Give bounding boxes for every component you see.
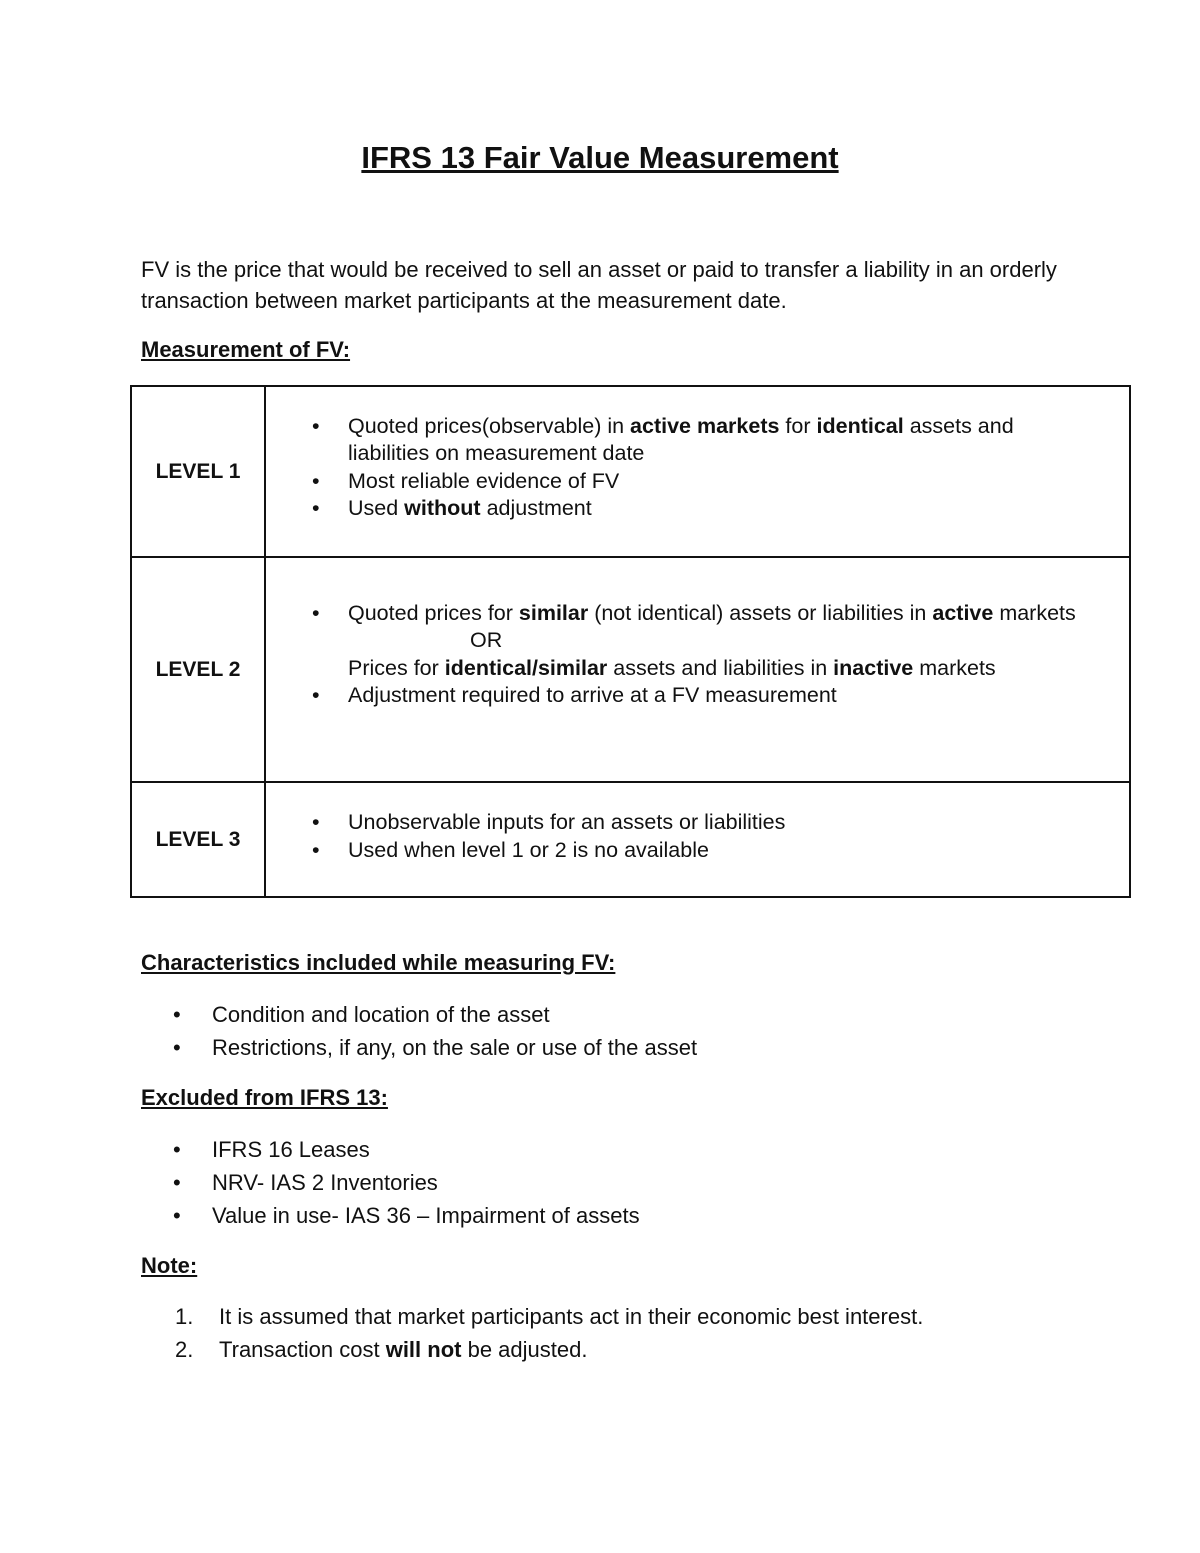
bullet-icon: • bbox=[312, 683, 320, 707]
level-1-bullet-1: • Quoted prices(observable) in active markets for identical assets and liabilities on measurement date bbox=[312, 413, 1014, 465]
level-3-label: LEVEL 3 bbox=[131, 782, 265, 897]
level-1-bullet-2: • Most reliable evidence of FV bbox=[348, 468, 1089, 496]
level-2-or: OR bbox=[470, 628, 503, 652]
note-number: 1. bbox=[175, 1304, 194, 1329]
list-item: • NRV- IAS 2 Inventories bbox=[141, 1166, 640, 1199]
level-1-row bbox=[131, 386, 1130, 557]
bullet-icon: • bbox=[173, 1170, 181, 1195]
bullet-icon: • bbox=[312, 837, 320, 862]
note-item-1: 1. It is assumed that market participants act in their economic best interest. bbox=[141, 1300, 923, 1333]
level-1-label: LEVEL 1 bbox=[131, 386, 265, 557]
bullet-icon: • bbox=[173, 1203, 181, 1228]
list-item: • Condition and location of the asset bbox=[141, 998, 697, 1031]
level-1-description bbox=[265, 386, 1130, 557]
bullet-icon: • bbox=[312, 810, 320, 834]
level-2-bullet-1-continued: Prices for identical/similar assets and liabilities in inactive markets bbox=[348, 655, 996, 680]
level-2-label: LEVEL 2 bbox=[131, 557, 265, 782]
bullet-icon: • bbox=[312, 468, 320, 493]
characteristics-list bbox=[141, 998, 697, 1064]
bullet-icon: • bbox=[173, 1002, 181, 1027]
bullet-icon: • bbox=[312, 413, 320, 438]
excluded-heading: Excluded from IFRS 13: bbox=[141, 1085, 388, 1110]
list-item: • Value in use- IAS 36 – Impairment of assets bbox=[141, 1199, 640, 1232]
intro-paragraph: FV is the price that would be received to sell an asset or paid to transfer a liability in an orderly transaction between market participants at the measurement date. bbox=[141, 257, 1057, 313]
bullet-icon: • bbox=[173, 1035, 181, 1060]
level-2-description bbox=[265, 557, 1130, 782]
level-2-bullet-1: • Quoted prices for similar (not identical) assets or liabilities in active markets bbox=[348, 600, 1089, 628]
level-2-bullet-2: • Adjustment required to arrive at a FV measurement bbox=[348, 682, 1089, 710]
level-2-row bbox=[131, 557, 1130, 782]
characteristics-heading: Characteristics included while measuring FV: bbox=[141, 950, 616, 975]
page-title: IFRS 13 Fair Value Measurement bbox=[361, 140, 839, 175]
bullet-icon: • bbox=[312, 496, 320, 520]
level-3-bullet-1: • Unobservable inputs for an assets or liabilities bbox=[348, 809, 1089, 837]
list-item: • Restrictions, if any, on the sale or use of the asset bbox=[141, 1031, 697, 1064]
bullet-icon: • bbox=[312, 600, 320, 625]
measurement-heading: Measurement of FV: bbox=[141, 337, 351, 362]
bullet-icon: • bbox=[173, 1137, 181, 1162]
notes-list bbox=[141, 1300, 923, 1366]
excluded-list bbox=[141, 1133, 640, 1232]
note-number: 2. bbox=[175, 1337, 194, 1362]
level-1-bullet-3: • Used without adjustment bbox=[348, 495, 1089, 523]
list-item: • IFRS 16 Leases bbox=[141, 1133, 640, 1166]
note-item-2: 2. Transaction cost will not be adjusted. bbox=[141, 1333, 923, 1366]
levels-table bbox=[130, 385, 1131, 898]
level-3-description bbox=[265, 782, 1130, 897]
level-3-row bbox=[131, 782, 1130, 897]
level-3-bullet-2: • Used when level 1 or 2 is no available bbox=[348, 837, 1089, 865]
note-heading: Note: bbox=[141, 1253, 198, 1278]
